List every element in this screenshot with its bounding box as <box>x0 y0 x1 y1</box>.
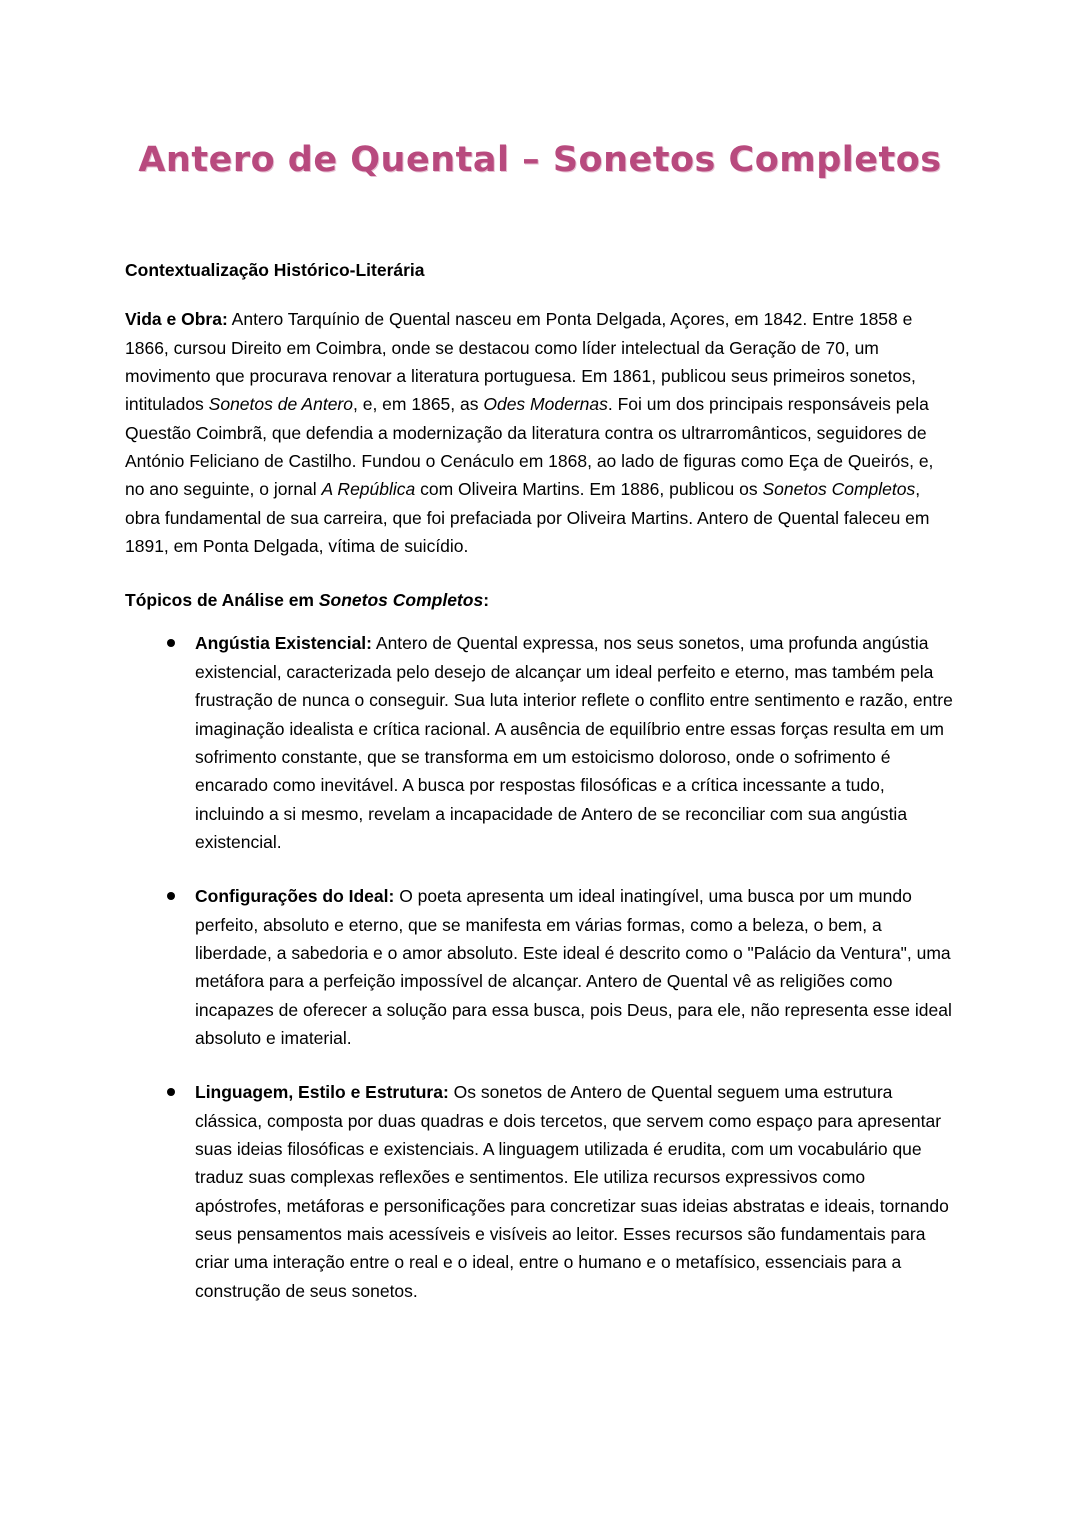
biography-italic-4: Sonetos Completos <box>762 479 916 500</box>
topic-lead: Linguagem, Estilo e Estrutura: <box>195 1082 449 1103</box>
biography-lead: Vida e Obra: <box>125 309 228 330</box>
topics-list <box>125 629 955 1305</box>
biography-text-2: , e, em 1865, as <box>353 394 484 415</box>
biography-italic-1: Sonetos de Antero <box>208 394 353 415</box>
page-title: Antero de Quental – Sonetos Completos <box>138 140 942 180</box>
biography-text-4: com Oliveira Martins. Em 1886, publicou os <box>415 479 763 500</box>
list-item <box>167 629 955 856</box>
topic-lead: Angústia Existencial: <box>195 633 372 654</box>
topic-lead: Configurações do Ideal: <box>195 886 395 907</box>
topics-heading-suffix: : <box>483 590 490 611</box>
biography-paragraph <box>125 305 955 560</box>
topic-text: O poeta apresenta um ideal inatingível, uma busca por um mundo perfeito, absoluto e eterno, que se manifesta em várias formas, como a beleza, o bem, a liberdade, a sabedoria e o amor absoluto. Este ideal é descrito como o "Palácio da Ventura", uma metáfora para a perfeição impossível de alcançar. Antero de Quental vê as religiões como incapazes de oferecer a solução para essa busca, pois Deus, para ele, não representa esse ideal absoluto e imaterial. <box>195 886 952 1048</box>
biography-italic-2: Odes Modernas <box>483 394 608 415</box>
topic-text: Antero de Quental expressa, nos seus sonetos, uma profunda angústia existencial, caracterizada pelo desejo de alcançar um ideal perfeito e eterno, mas também pela frustração de nunca o conseguir. Sua luta interior reflete o conflito entre sentimento e razão, entre imaginação idealista e crítica racional. A ausência de equilíbrio entre essas forças resulta em um sofrimento constante, que se transforma em um estoicismo doloroso, onde o sofrimento é encarado como inevitável. A busca por respostas filosóficas e a crítica incessante a tudo, incluindo a si mesmo, revelam a incapacidade de Antero de se reconciliar com sua angústia existencial. <box>195 633 953 852</box>
topics-heading <box>125 590 955 611</box>
biography-italic-3: A República <box>321 479 416 500</box>
biography-text-3: . Foi um dos principais responsáveis pela Questão Coimbrã, que defendia a modernização da literatura contra os ultrarromânticos, seguidores de António Feliciano de Castilho. Fundou o Cenáculo em 1868, ao lado de figuras como Eça de Queirós, e, no ano seguinte, o jornal <box>125 394 934 500</box>
topics-heading-prefix: Tópicos de Análise em <box>125 590 319 611</box>
biography-text-1: Antero Tarquínio de Quental nasceu em Ponta Delgada, Açores, em 1842. Entre 1858 e 1866, cursou Direito em Coimbra, onde se destacou como líder intelectual da Geração de 70, um movimento que procurava renovar a literatura portuguesa. Em 1861, publicou seus primeiros sonetos, intitulados <box>125 309 916 415</box>
biography-text-5: , obra fundamental de sua carreira, que foi prefaciada por Oliveira Martins. Antero de Quental faleceu em 1891, em Ponta Delgada, vítima de suicídio. <box>125 479 930 557</box>
list-item <box>167 1078 955 1305</box>
topics-heading-italic: Sonetos Completos <box>318 590 484 611</box>
topic-text: Os sonetos de Antero de Quental seguem uma estrutura clássica, composta por duas quadras e dois tercetos, que servem como espaço para apresentar suas ideias filosóficas e existenciais. A linguagem utilizada é erudita, com um vocabulário que traduz suas complexas reflexões e sentimentos. Ele utiliza recursos expressivos como apóstrofes, metáforas e personificações para concretizar suas ideias abstratas e ideais, tornando seus pensamentos mais acessíveis e visíveis ao leitor. Esses recursos são fundamentais para criar uma interação entre o real e o ideal, entre o humano e o metafísico, essenciais para a construção de seus sonetos. <box>195 1082 949 1301</box>
section-heading-contextualizacao: Contextualização Histórico-Literária <box>125 260 425 280</box>
list-item <box>167 882 955 1052</box>
